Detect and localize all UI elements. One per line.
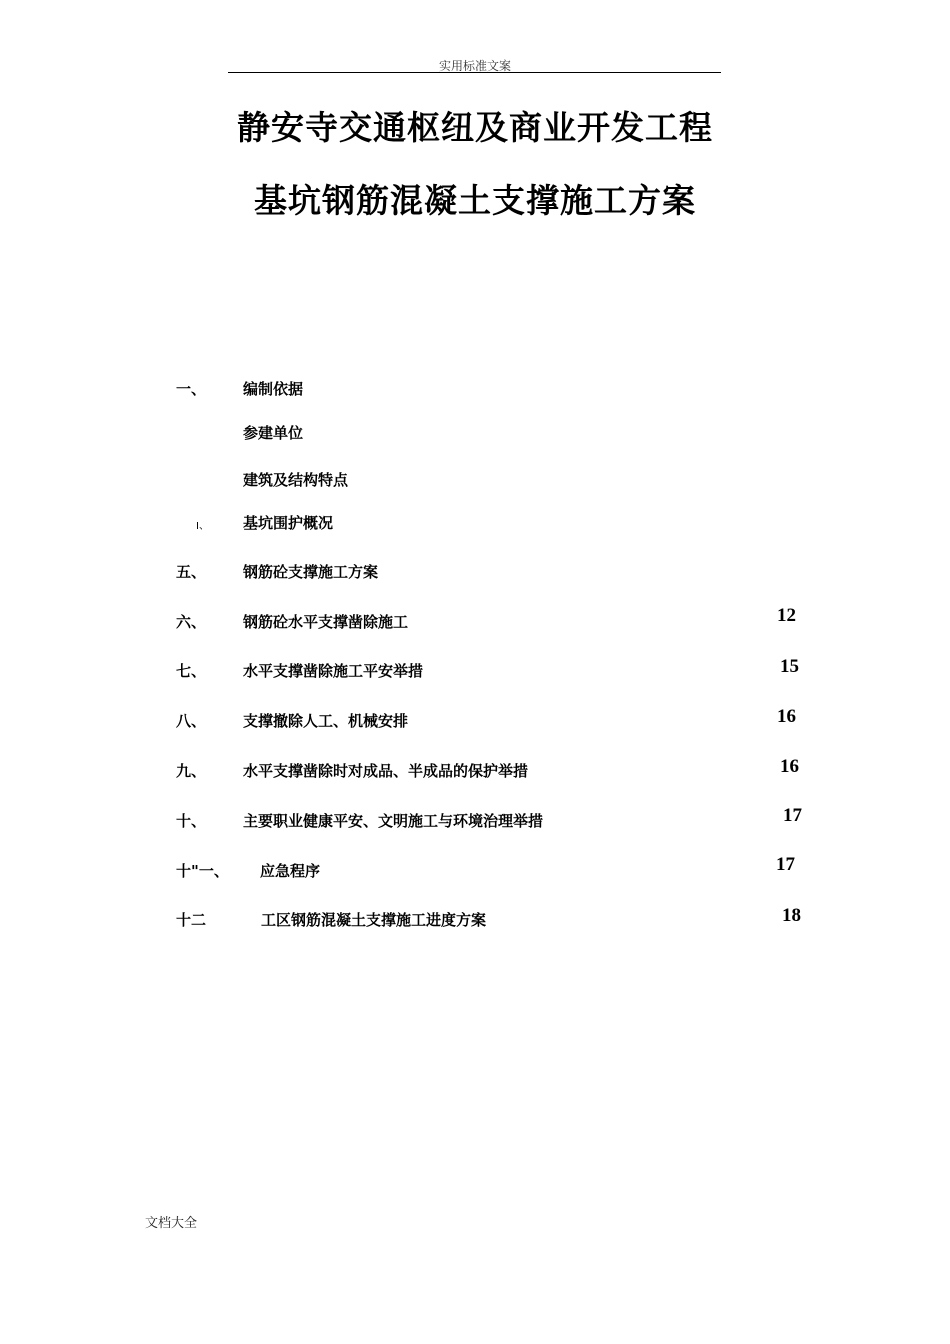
document-title-line-1: 静安寺交通枢纽及商业开发工程 xyxy=(237,108,713,147)
toc-number: 八、 xyxy=(176,712,207,730)
toc-entry-text: 钢筋砼支撑施工方案 xyxy=(243,563,379,581)
page-footer: 文档大全 xyxy=(145,1216,198,1231)
toc-number: 九、 xyxy=(176,762,207,780)
toc-entry-text: 水平支撑凿除施工平安举措 xyxy=(243,662,424,680)
toc-entry-text: 支撑撤除人工、机械安排 xyxy=(243,712,409,730)
toc-number: 六、 xyxy=(176,613,207,631)
header-rule xyxy=(228,72,721,73)
toc-entry-text: 主要职业健康平安、文明施工与环境治理举措 xyxy=(243,812,544,830)
document-title-line-2: 基坑钢筋混凝土支撑施工方案 xyxy=(254,181,696,220)
toc-number: I、 xyxy=(196,521,209,532)
toc-number: 十二 xyxy=(176,911,207,929)
toc-entry-text: 钢筋砼水平支撑凿除施工 xyxy=(243,613,409,631)
toc-page-number: 12 xyxy=(777,605,796,626)
toc-number: 十"一、 xyxy=(176,862,229,880)
toc-entry-text: 应急程序 xyxy=(260,862,321,880)
toc-number: 一、 xyxy=(176,380,207,398)
toc-entry-text: 工区钢筋混凝土支撑施工进度方案 xyxy=(261,911,487,929)
toc-entry-text: 建筑及结构特点 xyxy=(243,471,349,489)
toc-entry-text: 基坑围护概况 xyxy=(243,514,334,532)
toc-number: 五、 xyxy=(176,563,207,581)
toc-page-number: 17 xyxy=(783,805,802,826)
toc-page-number: 18 xyxy=(782,905,801,926)
toc-page-number: 16 xyxy=(780,756,799,777)
toc-number: 十、 xyxy=(176,812,207,830)
page-header: 实用标准文案 xyxy=(438,59,511,73)
toc-page-number: 15 xyxy=(780,656,799,677)
toc-number: 七、 xyxy=(176,662,207,680)
toc-entry-text: 水平支撑凿除时对成品、半成品的保护举措 xyxy=(243,762,529,780)
toc-entry-text: 参建单位 xyxy=(243,424,304,442)
toc-entry-text: 编制依据 xyxy=(243,380,304,398)
toc-page-number: 17 xyxy=(776,854,795,875)
toc-page-number: 16 xyxy=(777,706,796,727)
